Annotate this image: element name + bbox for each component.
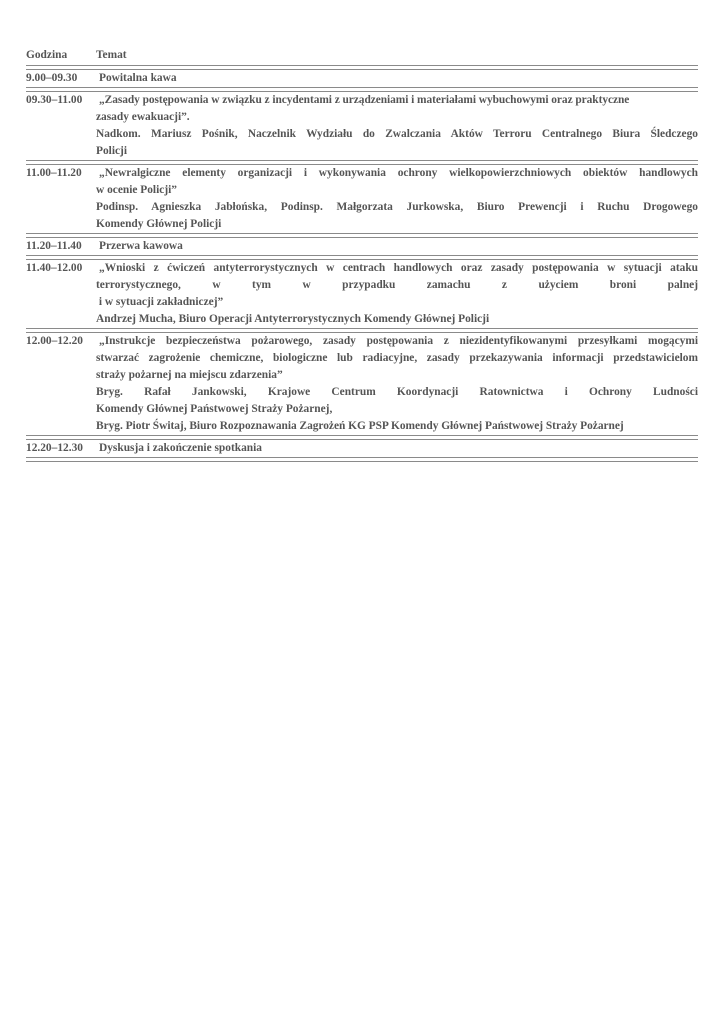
row-time: 12.00–12.20 [26, 335, 83, 347]
row-time: 9.00–09.30 [26, 72, 78, 84]
row-time: 09.30–11.00 [26, 94, 83, 106]
row-topic-line: zasady ewakuacji”. [96, 111, 190, 123]
row-topic-line: Przerwa kawowa [99, 240, 183, 252]
row-topic-line: Dyskusja i zakończenie spotkania [99, 442, 262, 454]
row-time: 11.20–11.40 [26, 240, 82, 252]
row-topic-line: „Zasady postępowania w związku z incydentami z urządzeniami i materiałami wybuchowymi oraz praktyczne [99, 94, 630, 106]
row-topic-line: terrorystycznego, w tym w przypadku zamachu z użyciem broni palnej [96, 279, 698, 291]
row-speaker-line: Komendy Głównej Państwowej Straży Pożarnej, [96, 403, 333, 415]
row-topic-line: „Wnioski z ćwiczeń antyterrorystycznych w centrach handlowych oraz zasady postępowania w sytuacji ataku [99, 262, 698, 274]
row-topic-line: „Newralgiczne elementy organizacji i wykonywania ochrony wielkopowierzchniowych obiektów handlowych [99, 167, 698, 179]
row-speaker-line: Bryg. Rafał Jankowski, Krajowe Centrum Koordynacji Ratownictwa i Ochrony Ludności [96, 386, 698, 398]
table-row [26, 333, 698, 435]
row-speaker-line: Bryg. Piotr Świtaj, Biuro Rozpoznawania Zagrożeń KG PSP Komendy Głównej Państwowej Straży Pożarnej [96, 420, 624, 432]
table-header [26, 46, 698, 65]
row-speaker-line: Komendy Głównej Policji [96, 218, 222, 230]
row-speaker-line: Andrzej Mucha, Biuro Operacji Antyterrorystycznych Komendy Głównej Policji [96, 313, 490, 325]
row-speaker-line: Nadkom. Mariusz Pośnik, Naczelnik Wydziału do Zwalczania Aktów Terroru Centralnego Biura Śledczego [96, 128, 698, 140]
table-row [26, 92, 698, 160]
row-topic-line: i w sytuacji zakładniczej” [96, 296, 224, 308]
table-divider [26, 457, 698, 462]
row-topic-line: „Instrukcje bezpieczeństwa pożarowego, zasady postępowania z niezidentyfikowanymi przesyłkami mogącymi [99, 335, 698, 347]
row-time: 12.20–12.30 [26, 442, 83, 454]
row-time: 11.40–12.00 [26, 262, 83, 274]
row-topic-line: straży pożarnej na miejscu zdarzenia” [96, 369, 283, 381]
table-row [26, 260, 698, 328]
row-time: 11.00–11.20 [26, 167, 82, 179]
row-topic-line: w ocenie Policji” [96, 184, 177, 196]
row-speaker-line: Podinsp. Agnieszka Jabłońska, Podinsp. Małgorzata Jurkowska, Biuro Prewencji i Ruchu Drogowego [96, 201, 698, 213]
row-topic-line: stwarzać zagrożenie chemiczne, biologiczne lub radiacyjne, zasady przekazywania informacji przedstawicielom [96, 352, 698, 364]
header-time: Godzina [26, 49, 68, 61]
table-row [26, 70, 698, 87]
header-topic: Temat [96, 49, 127, 61]
table-row [26, 165, 698, 233]
row-speaker-line: Policji [96, 145, 127, 157]
row-topic-line: Powitalna kawa [99, 72, 177, 84]
table-row [26, 440, 698, 457]
agenda-table [26, 46, 698, 462]
table-row [26, 238, 698, 255]
